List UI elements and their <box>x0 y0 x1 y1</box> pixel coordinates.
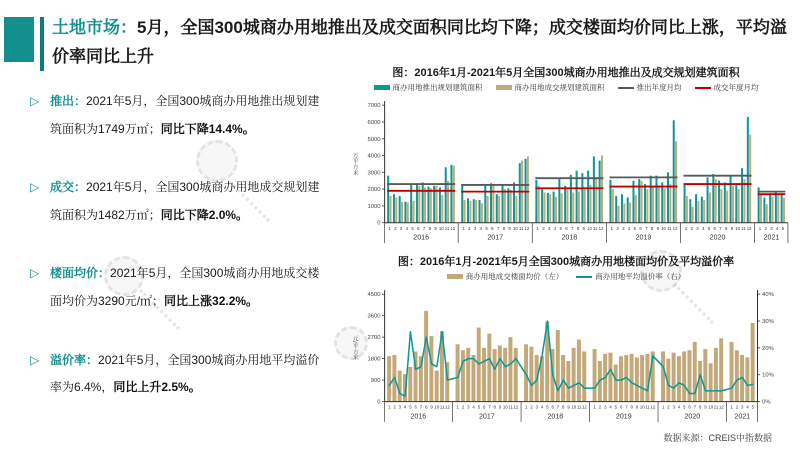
legend-item <box>496 82 605 93</box>
svg-text:5: 5 <box>546 404 549 410</box>
svg-text:9: 9 <box>430 404 433 410</box>
svg-text:2000: 2000 <box>367 187 381 194</box>
svg-text:8: 8 <box>562 404 565 410</box>
svg-text:4: 4 <box>627 225 631 231</box>
svg-text:7: 7 <box>645 225 648 231</box>
legend-label: 商办用地平均溢价率（右） <box>595 272 686 281</box>
chart-legend <box>338 82 794 93</box>
svg-text:5: 5 <box>409 404 412 410</box>
svg-text:8: 8 <box>724 225 728 231</box>
legend-label: 推出年度月均 <box>636 83 682 92</box>
svg-text:7: 7 <box>719 225 722 231</box>
svg-text:4: 4 <box>472 404 475 410</box>
svg-text:3: 3 <box>672 404 676 410</box>
svg-text:12: 12 <box>746 225 752 231</box>
legend-line-swatch <box>618 87 634 89</box>
svg-text:4: 4 <box>553 225 557 231</box>
svg-text:3600: 3600 <box>367 313 381 320</box>
bullet-body: 2021年5月，全国300城商办用地成交规划建筑面积为1482万㎡； <box>50 180 320 222</box>
legend-label: 商办用地推出规划建筑面积 <box>392 83 483 92</box>
bullet-launch-text <box>50 88 330 143</box>
chart-canvas <box>338 282 794 426</box>
bullet-arrow-icon: ▷ <box>30 352 40 367</box>
svg-text:4: 4 <box>746 404 749 410</box>
svg-text:2: 2 <box>394 225 397 231</box>
svg-text:万平方米: 万平方米 <box>351 152 358 176</box>
chart-title: 图：2016年1月-2021年5月全国300城商办用地楼面均价及平均溢价率 <box>397 256 735 268</box>
svg-text:7: 7 <box>496 225 500 231</box>
svg-text:5: 5 <box>683 404 686 410</box>
svg-text:2020: 2020 <box>709 233 726 242</box>
svg-text:4: 4 <box>776 225 779 231</box>
svg-text:10: 10 <box>512 225 518 231</box>
svg-text:1800: 1800 <box>367 356 381 363</box>
svg-text:元/平方米: 元/平方米 <box>351 335 358 361</box>
svg-text:2: 2 <box>735 404 739 410</box>
svg-text:6: 6 <box>414 404 417 410</box>
bullet-emphasis: 同比下降14.4%。 <box>160 121 255 136</box>
bullet-deal <box>30 174 330 229</box>
svg-text:3: 3 <box>604 404 607 410</box>
svg-text:3: 3 <box>467 404 470 410</box>
svg-text:5: 5 <box>614 404 618 410</box>
svg-text:3000: 3000 <box>367 170 381 177</box>
svg-text:2020: 2020 <box>684 412 701 421</box>
svg-text:10%: 10% <box>762 372 774 379</box>
svg-text:4500: 4500 <box>367 292 381 299</box>
legend-item <box>695 82 759 93</box>
svg-text:7: 7 <box>571 225 574 231</box>
svg-text:6: 6 <box>417 225 420 231</box>
svg-text:11: 11 <box>741 225 746 231</box>
bullet-list <box>30 88 330 433</box>
svg-text:5: 5 <box>485 225 488 231</box>
svg-text:10: 10 <box>661 225 666 231</box>
svg-text:2: 2 <box>616 225 619 231</box>
bullet-launch <box>30 88 330 143</box>
svg-text:11: 11 <box>592 225 598 231</box>
bullet-deal-text <box>50 174 330 229</box>
svg-text:30%: 30% <box>762 319 774 326</box>
data-source: 数据来源：CREIS中指数据 <box>663 433 772 443</box>
svg-text:5: 5 <box>559 225 562 231</box>
bullet-floor-price-text <box>50 260 330 315</box>
svg-text:2018: 2018 <box>561 233 578 242</box>
chart-title: 图：2016年1月-2021年5月全国300城商办用地推出及成交规划建筑面积 <box>392 67 740 79</box>
svg-text:1: 1 <box>388 404 391 410</box>
svg-text:9: 9 <box>582 225 585 231</box>
svg-text:6: 6 <box>619 404 623 410</box>
svg-text:40%: 40% <box>762 292 774 299</box>
bullet-premium-rate-text <box>50 347 330 402</box>
svg-text:2019: 2019 <box>615 412 632 421</box>
svg-text:12: 12 <box>524 225 530 231</box>
svg-text:4: 4 <box>677 404 681 410</box>
svg-text:2: 2 <box>530 404 533 410</box>
svg-text:10: 10 <box>708 404 714 410</box>
legend-line-swatch <box>576 276 592 278</box>
legend-item <box>576 271 685 282</box>
svg-text:2021: 2021 <box>763 233 780 242</box>
legend-bar-swatch <box>374 85 390 90</box>
svg-text:5: 5 <box>781 225 785 231</box>
svg-text:4000: 4000 <box>367 153 381 160</box>
svg-text:7: 7 <box>693 404 697 410</box>
svg-text:10: 10 <box>502 404 508 410</box>
svg-text:2: 2 <box>542 225 545 231</box>
svg-text:900: 900 <box>370 378 381 385</box>
svg-text:6: 6 <box>565 225 568 231</box>
svg-text:12: 12 <box>672 225 678 231</box>
legend-bar-swatch <box>496 85 512 90</box>
svg-text:0%: 0% <box>762 399 771 406</box>
legend-bar-swatch <box>447 274 463 279</box>
svg-text:6: 6 <box>713 225 716 231</box>
header-accent-bar <box>40 17 44 71</box>
legend-item <box>447 271 564 282</box>
svg-text:11: 11 <box>439 404 445 410</box>
bullet-term: 溢价率： <box>50 352 99 367</box>
svg-text:4: 4 <box>701 225 705 231</box>
svg-text:7: 7 <box>488 404 491 410</box>
svg-text:11: 11 <box>645 404 650 410</box>
svg-text:2: 2 <box>667 404 670 410</box>
svg-text:12: 12 <box>650 404 656 410</box>
svg-text:2016: 2016 <box>413 233 430 242</box>
svg-text:11: 11 <box>576 404 582 410</box>
svg-text:2: 2 <box>690 225 693 231</box>
svg-text:10: 10 <box>587 225 592 231</box>
svg-text:7: 7 <box>556 404 560 410</box>
bullet-arrow-icon: ▷ <box>30 94 40 108</box>
bullet-arrow-icon: ▷ <box>30 266 40 281</box>
svg-text:1: 1 <box>593 404 596 410</box>
chart-legend <box>338 271 794 282</box>
svg-text:20%: 20% <box>762 345 774 352</box>
svg-text:7: 7 <box>422 225 426 231</box>
bullet-body: 2021年5月，全国300城商办用地推出规划建筑面积为1749万㎡； <box>50 94 320 136</box>
svg-text:1000: 1000 <box>367 203 381 210</box>
figure-supply-deal-area <box>338 64 794 247</box>
svg-text:0: 0 <box>377 220 381 227</box>
svg-text:10: 10 <box>571 404 577 410</box>
svg-text:2019: 2019 <box>635 233 652 242</box>
chart-canvas <box>338 93 794 247</box>
svg-text:10: 10 <box>438 225 444 231</box>
bullet-body: 2021年5月，全国300城商办用地平均溢价率为6.4%， <box>50 352 320 395</box>
legend-label: 商办用地成交楼面均价（左） <box>465 272 564 281</box>
chart-svg <box>338 282 794 426</box>
svg-text:12: 12 <box>450 225 456 231</box>
svg-text:8: 8 <box>502 225 506 231</box>
svg-text:12: 12 <box>444 404 450 410</box>
figure-price-premium <box>338 253 794 426</box>
svg-text:2: 2 <box>393 404 396 410</box>
bullet-arrow-icon: ▷ <box>30 180 40 195</box>
bullet-premium-rate <box>30 347 330 402</box>
svg-text:6: 6 <box>688 404 691 410</box>
bullet-emphasis: 同比上升2.5%。 <box>113 380 201 395</box>
svg-text:8: 8 <box>650 225 654 231</box>
svg-text:1: 1 <box>610 225 614 231</box>
svg-text:10: 10 <box>434 404 440 410</box>
svg-text:0: 0 <box>377 399 381 406</box>
svg-text:1: 1 <box>536 225 539 231</box>
svg-text:9: 9 <box>656 225 660 231</box>
svg-text:5: 5 <box>633 225 637 231</box>
header-accent-square <box>4 17 34 62</box>
bullet-emphasis: 同比下降2.0%。 <box>160 207 249 222</box>
svg-text:8: 8 <box>630 404 633 410</box>
svg-text:10: 10 <box>735 225 741 231</box>
svg-text:2: 2 <box>764 225 767 231</box>
svg-text:3: 3 <box>399 225 403 231</box>
svg-text:2: 2 <box>468 225 471 231</box>
svg-text:5: 5 <box>411 225 414 231</box>
svg-text:9: 9 <box>498 404 502 410</box>
bullet-term: 成交： <box>50 180 87 195</box>
svg-text:6: 6 <box>482 404 486 410</box>
svg-text:3: 3 <box>696 225 699 231</box>
svg-text:8: 8 <box>425 404 428 410</box>
legend-label: 商办用地成交规划建筑面积 <box>514 83 605 92</box>
legend-label: 成交年度月均 <box>713 83 759 92</box>
bullet-term: 推出： <box>50 94 87 108</box>
bullet-body: 2021年5月，全国300城商办用地成交楼面均价为3290元/㎡； <box>50 266 320 308</box>
svg-text:2018: 2018 <box>547 412 564 421</box>
svg-text:8: 8 <box>576 225 580 231</box>
svg-text:7000: 7000 <box>367 103 381 110</box>
svg-text:6: 6 <box>491 225 494 231</box>
svg-text:6: 6 <box>551 404 554 410</box>
svg-text:5: 5 <box>707 225 711 231</box>
svg-text:9: 9 <box>730 225 734 231</box>
svg-text:12: 12 <box>513 404 519 410</box>
svg-text:5000: 5000 <box>367 136 381 143</box>
page-title-text: 5月，全国300城商办用地推出及成交面积同比均下降；成交楼面均价同比上涨，平均溢价率同比上升 <box>52 18 787 66</box>
svg-text:1: 1 <box>730 404 733 410</box>
svg-text:11: 11 <box>518 225 524 231</box>
svg-text:2700: 2700 <box>367 335 381 342</box>
svg-text:9: 9 <box>704 404 707 410</box>
svg-text:3: 3 <box>535 404 539 410</box>
svg-text:11: 11 <box>444 225 450 231</box>
svg-text:1: 1 <box>758 225 762 231</box>
bullet-term: 楼面均价： <box>50 266 111 281</box>
svg-text:2016: 2016 <box>410 412 427 421</box>
svg-text:2: 2 <box>598 404 602 410</box>
svg-text:3: 3 <box>398 404 402 410</box>
svg-text:12: 12 <box>598 225 604 231</box>
svg-text:3: 3 <box>741 404 744 410</box>
bullet-emphasis: 同比上涨32.2%。 <box>164 293 259 308</box>
svg-text:9: 9 <box>567 404 570 410</box>
svg-text:1: 1 <box>388 225 391 231</box>
chart-svg <box>338 93 794 247</box>
svg-text:12: 12 <box>718 404 724 410</box>
legend-item <box>618 82 682 93</box>
svg-text:7: 7 <box>419 404 423 410</box>
svg-text:2017: 2017 <box>478 412 495 421</box>
bullet-floor-price <box>30 260 330 315</box>
svg-text:9: 9 <box>434 225 437 231</box>
svg-text:9: 9 <box>635 404 639 410</box>
svg-text:1: 1 <box>456 404 459 410</box>
svg-text:11: 11 <box>667 225 672 231</box>
svg-text:4: 4 <box>403 404 407 410</box>
svg-text:2021: 2021 <box>734 412 751 421</box>
svg-text:9: 9 <box>508 225 511 231</box>
svg-text:3: 3 <box>770 225 773 231</box>
legend-item <box>374 82 483 93</box>
svg-text:3: 3 <box>622 225 625 231</box>
svg-text:6000: 6000 <box>367 119 381 126</box>
svg-text:3: 3 <box>548 225 551 231</box>
svg-text:6: 6 <box>639 225 642 231</box>
svg-text:5: 5 <box>751 404 755 410</box>
svg-text:2: 2 <box>461 404 465 410</box>
page-title-accent: 土地市场： <box>52 18 137 37</box>
svg-text:1: 1 <box>462 225 465 231</box>
svg-text:10: 10 <box>639 404 645 410</box>
svg-text:3: 3 <box>473 225 477 231</box>
svg-text:11: 11 <box>508 404 513 410</box>
svg-text:8: 8 <box>428 225 432 231</box>
svg-text:4: 4 <box>609 404 612 410</box>
svg-text:8: 8 <box>493 404 496 410</box>
svg-text:4: 4 <box>540 404 544 410</box>
svg-text:4: 4 <box>405 225 408 231</box>
svg-text:1: 1 <box>662 404 665 410</box>
svg-text:12: 12 <box>581 404 587 410</box>
svg-text:5: 5 <box>477 404 481 410</box>
legend-line-swatch <box>695 87 711 89</box>
svg-text:8: 8 <box>699 404 702 410</box>
svg-text:2017: 2017 <box>487 233 504 242</box>
svg-text:1: 1 <box>525 404 528 410</box>
svg-text:7: 7 <box>625 404 628 410</box>
svg-text:1: 1 <box>684 225 688 231</box>
svg-text:4: 4 <box>479 225 483 231</box>
svg-text:11: 11 <box>713 404 719 410</box>
